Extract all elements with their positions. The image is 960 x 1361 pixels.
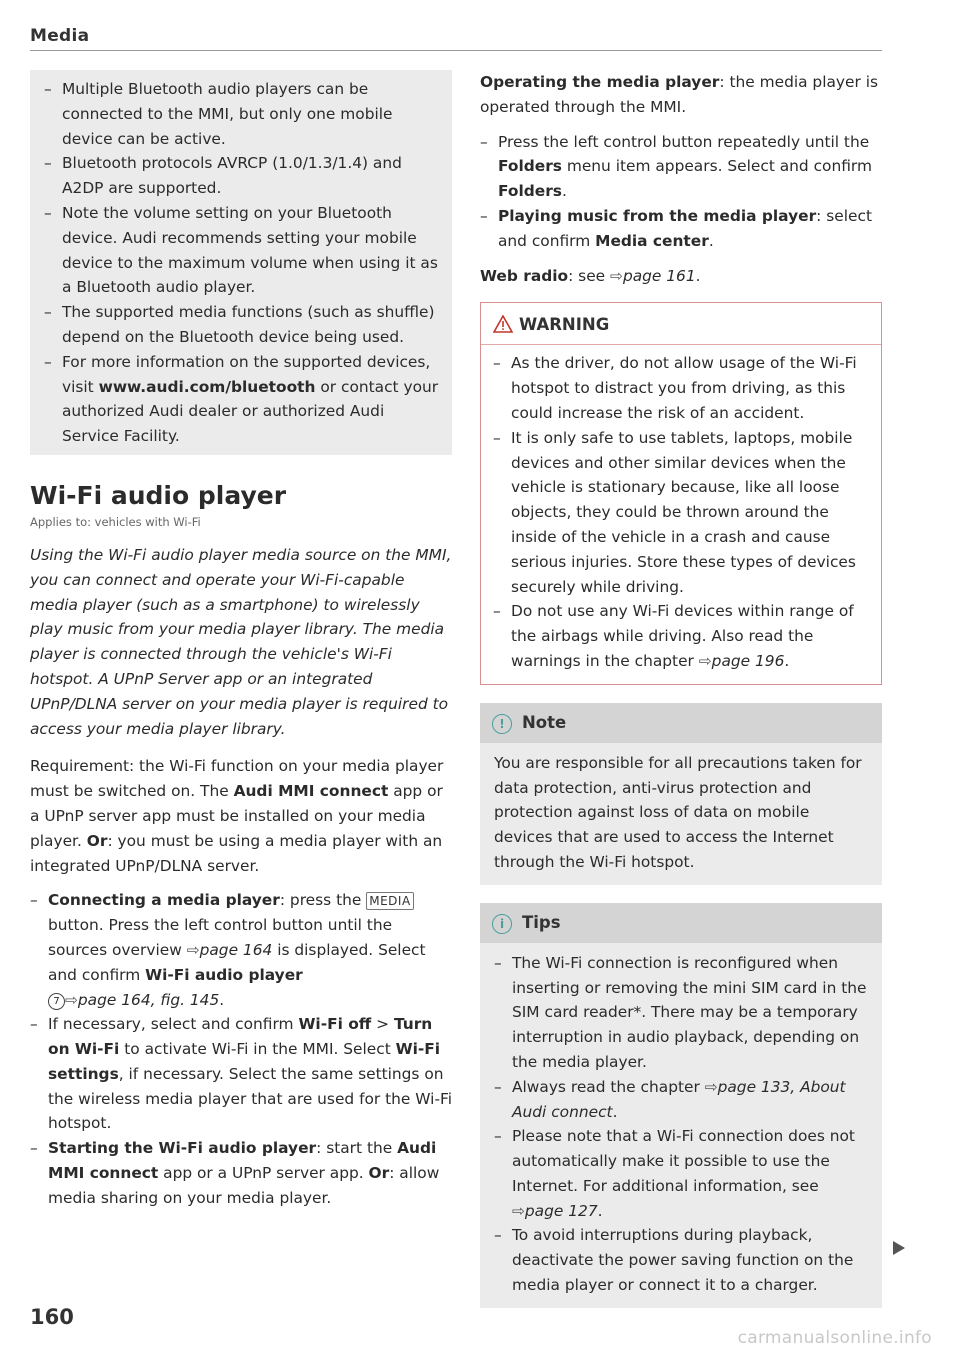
warning-header bbox=[481, 303, 881, 345]
ref-text: page 161 bbox=[622, 266, 696, 285]
header-divider bbox=[30, 50, 882, 51]
text: : allow media sharing on your media player. bbox=[48, 1164, 440, 1207]
bold-term: Connecting a media player bbox=[48, 891, 280, 910]
bold-term: Wi-Fi off bbox=[298, 1015, 372, 1034]
text: to activate Wi-Fi in the MMI. Select bbox=[119, 1040, 396, 1059]
bold-term: Wi-Fi audio player bbox=[145, 965, 303, 984]
web-radio-paragraph bbox=[480, 264, 882, 289]
list-item: – Multiple Bluetooth audio players can be connected to the MMI, but only one mobile device can be active. bbox=[44, 77, 440, 151]
text: Please note that a Wi-Fi connection does not automatically make it possible to use the Internet. For additional information, see bbox=[512, 1127, 855, 1195]
list-item: – It is only safe to use tablets, laptops, mobile devices and other similar devices when the vehicle is stationary because, like all loose objects, they could be thrown around the inside of the vehicle in a crash and cause serious injuries. Store these types of devices securely while driving. bbox=[493, 426, 869, 600]
tips-body bbox=[480, 943, 882, 1308]
text: . bbox=[219, 990, 225, 1009]
text: button. Press the left control button until the sources overview bbox=[48, 916, 393, 959]
operating-list bbox=[480, 130, 882, 254]
bold-term: Media center bbox=[595, 231, 709, 250]
tips-header bbox=[480, 903, 882, 943]
bold-term: Audi MMI connect bbox=[233, 782, 389, 801]
step-wifi-on bbox=[30, 1012, 452, 1136]
list-item bbox=[494, 1124, 870, 1223]
bold-term: Playing music from the media player bbox=[498, 206, 817, 225]
text: For more information on the supported devices, visit bbox=[62, 352, 431, 396]
text: menu item appears. Select and confirm bbox=[561, 157, 872, 176]
text: If necessary, select and confirm bbox=[48, 1015, 299, 1034]
tips-list bbox=[494, 951, 870, 1298]
text: : start the bbox=[316, 1139, 398, 1158]
text: : see bbox=[568, 266, 611, 285]
warning-body bbox=[481, 345, 881, 683]
text: Requirement: the Wi-Fi function on your media player must be switched on. The bbox=[30, 757, 444, 801]
bold-term: Folders bbox=[498, 157, 562, 176]
ref-arrow-icon: ⇨ bbox=[704, 1077, 718, 1096]
list-item: – Bluetooth protocols AVRCP (1.0/1.3/1.4) and A2DP are supported. bbox=[44, 151, 440, 201]
text: Press the left control button repeatedly until the bbox=[498, 132, 870, 151]
ref-text: page 164 bbox=[199, 940, 273, 959]
list-item bbox=[480, 130, 882, 204]
bold-term: Audi MMI connect bbox=[48, 1139, 437, 1183]
steps-list bbox=[30, 888, 452, 1210]
bold-term: Web radio bbox=[480, 266, 569, 285]
bluetooth-notes-list bbox=[44, 77, 440, 449]
ref-text: page 133, About Audi connect bbox=[512, 1077, 846, 1121]
step-connect bbox=[30, 888, 452, 1012]
media-key: MEDIA bbox=[366, 892, 413, 910]
list-item bbox=[493, 599, 869, 673]
bold-term: Wi-Fi settings bbox=[48, 1040, 441, 1083]
ref-arrow-icon: ⇨ bbox=[65, 990, 78, 1009]
exclamation-icon: ! bbox=[492, 714, 512, 734]
text: Always read the chapter bbox=[512, 1077, 705, 1096]
page-reference[interactable] bbox=[610, 267, 696, 285]
text: . bbox=[695, 266, 701, 285]
ref-arrow-icon: ⇨ bbox=[512, 1201, 525, 1220]
list-item: – As the driver, do not allow usage of the Wi-Fi hotspot to distract you from driving, as this could increase the risk of an accident. bbox=[493, 351, 869, 425]
info-icon: i bbox=[492, 914, 512, 934]
ref-text: page 164, fig. 145 bbox=[77, 990, 220, 1009]
text: . bbox=[708, 231, 714, 250]
warning-triangle-icon bbox=[493, 315, 513, 340]
note-header bbox=[480, 703, 882, 743]
page-reference[interactable] bbox=[512, 1202, 598, 1220]
text: > bbox=[371, 1015, 394, 1034]
text: . bbox=[597, 1201, 603, 1220]
list-item: – Note the volume setting on your Bluetooth device. Audi recommends setting your mobile device to the maximum volume when using it as a Bluetooth audio player. bbox=[44, 201, 440, 300]
list-item: – The Wi-Fi connection is reconfigured when inserting or removing the mini SIM card in the SIM card reader*. There may be a temporary interruption in audio playback, depending on the media player. bbox=[494, 951, 870, 1075]
text: Do not use any Wi-Fi devices within range of the airbags while driving. Also read the warnings in the chapter bbox=[511, 602, 854, 670]
page-reference[interactable] bbox=[65, 991, 219, 1009]
list-item: – The supported media functions (such as shuffle) depend on the Bluetooth device being used. bbox=[44, 300, 440, 350]
wifi-audio-player-heading: Wi-Fi audio player bbox=[30, 480, 287, 510]
page-reference[interactable] bbox=[187, 941, 273, 959]
tips-title: Tips bbox=[522, 912, 561, 932]
ref-arrow-icon: ⇨ bbox=[186, 940, 200, 959]
callout-number: 7 bbox=[48, 993, 65, 1010]
warning-title: WARNING bbox=[519, 315, 610, 335]
ref-arrow-icon: ⇨ bbox=[698, 651, 712, 670]
text: . bbox=[561, 182, 567, 201]
warning-list bbox=[493, 351, 869, 673]
list-item bbox=[480, 204, 882, 254]
text: , if necessary. Select the same settings on the wireless media player that are used for the Wi-Fi hotspot. bbox=[48, 1064, 453, 1133]
list-item bbox=[494, 1075, 870, 1125]
intro-paragraph: Using the Wi-Fi audio player media source on the MMI, you can connect and operate your Wi-Fi-capable media player (such as a smartphone) to wirelessly play music from your media player library. The media player is connected through the vehicle's Wi-Fi hotspot. A UPnP Server app or an integrated UPnP/DLNA server on your media player is required to access your media player library. bbox=[30, 545, 452, 738]
ref-arrow-icon: ⇨ bbox=[610, 266, 623, 285]
right-column bbox=[480, 70, 882, 1308]
audi-bluetooth-link[interactable]: www.audi.com/bluetooth bbox=[98, 377, 316, 396]
applies-to: Applies to: vehicles with Wi-Fi bbox=[30, 514, 201, 529]
note-title: Note bbox=[522, 712, 567, 732]
bold-term: Or bbox=[368, 1164, 390, 1183]
left-column bbox=[30, 70, 452, 1211]
list-item bbox=[44, 350, 440, 449]
text: . bbox=[784, 651, 790, 670]
note-box bbox=[480, 703, 882, 885]
operating-paragraph bbox=[480, 70, 882, 120]
page-section-title: Media bbox=[30, 26, 90, 46]
text: is displayed. Select and confirm bbox=[48, 940, 426, 984]
text: : press the bbox=[279, 891, 367, 910]
bold-term: Starting the Wi-Fi audio player bbox=[48, 1139, 317, 1158]
warning-box bbox=[480, 302, 882, 684]
bold-term: Operating the media player bbox=[480, 73, 720, 91]
note-body: You are responsible for all precautions taken for data protection, anti-virus protection and protection against loss of data on mobile devices that are used to access the Internet through the Wi-Fi hotspot. bbox=[480, 743, 882, 885]
ref-text: page 127 bbox=[524, 1201, 598, 1220]
text: : the media player is operated through the MMI. bbox=[480, 73, 879, 116]
tips-box bbox=[480, 903, 882, 1308]
text: : you must be using a media player with an integrated UPnP/DLNA server. bbox=[30, 831, 443, 875]
text: : select and confirm bbox=[498, 206, 872, 250]
bluetooth-notes-box bbox=[30, 70, 452, 455]
continue-arrow-icon bbox=[893, 1241, 905, 1255]
text: . bbox=[612, 1102, 618, 1121]
text: or contact your authorized Audi dealer or authorized Audi Service Facility. bbox=[62, 377, 439, 446]
ref-text: page 196 bbox=[711, 651, 785, 670]
list-item: – To avoid interruptions during playback, deactivate the power saving function on the media player or connect it to a charger. bbox=[494, 1223, 870, 1297]
requirement-paragraph bbox=[30, 754, 452, 878]
text: app or a UPnP server app. bbox=[158, 1164, 369, 1183]
step-start-player bbox=[30, 1136, 452, 1210]
bold-term: Folders bbox=[498, 182, 562, 201]
bold-term: Turn on Wi-Fi bbox=[48, 1015, 433, 1059]
watermark: carmanualsonline.info bbox=[737, 1328, 932, 1348]
page-reference[interactable] bbox=[699, 652, 785, 670]
text: app or a UPnP server app must be installed on your media player. bbox=[30, 782, 443, 850]
bold-term: Or bbox=[86, 831, 108, 850]
page-number: 160 bbox=[30, 1305, 74, 1329]
